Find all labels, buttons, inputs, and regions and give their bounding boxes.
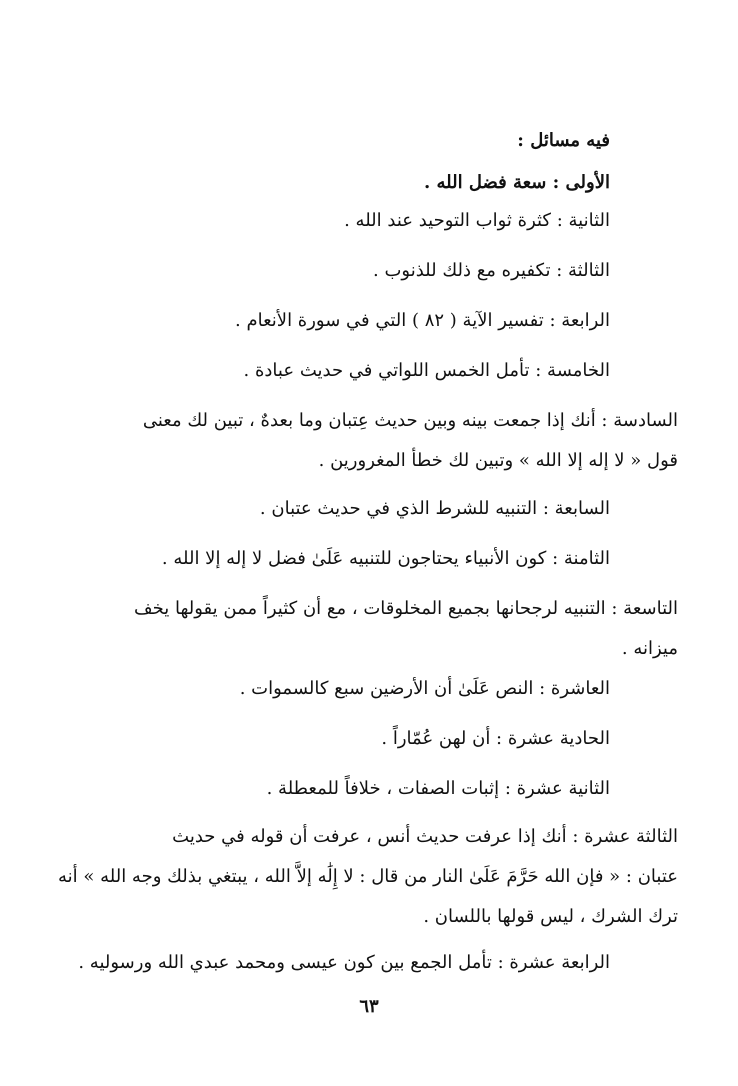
issue-9-line-1: التاسعة : التنبيه لرجحانها بجميع المخلوقات ، مع أن كثيراً ممن يقولها يخف: [134, 598, 678, 619]
issue-13-line-1: الثالثة عشرة : أنك إذا عرفت حديث أنس ، عرفت أن قوله في حديث: [172, 826, 678, 847]
issue-13-line-2: عتبان : « فإن الله حَرَّمَ عَلَىٰ النار من قال : لا إِلَٰه إلاَّ الله ، يبتغي بذلك وجه الله » أنه: [58, 866, 678, 887]
issue-3: الثالثة : تكفيره مع ذلك للذنوب .: [373, 260, 610, 281]
issue-4: الرابعة : تفسير الآية ( ٨٢ ) التي في سورة الأنعام .: [235, 310, 610, 331]
issue-2: الثانية : كثرة ثواب التوحيد عند الله .: [344, 210, 610, 231]
issue-1: الأولى : سعة فضل الله .: [423, 172, 610, 193]
issue-5: الخامسة : تأمل الخمس اللواتي في حديث عبادة .: [243, 360, 610, 381]
issue-10: العاشرة : النص عَلَىٰ أن الأرضين سبع كالسموات .: [239, 678, 610, 699]
issue-9-line-2: ميزانه .: [621, 638, 678, 659]
page-number: ٦٣: [359, 996, 379, 1017]
issue-6-line-2: قول « لا إله إلا الله » وتبين لك خطأ المغرورين .: [318, 450, 678, 471]
heading: فيه مسائل :: [517, 130, 610, 151]
issue-7: السابعة : التنبيه للشرط الذي في حديث عتبان .: [259, 498, 610, 519]
issue-13-line-3: ترك الشرك ، ليس قولها باللسان .: [423, 906, 678, 927]
issue-12: الثانية عشرة : إثبات الصفات ، خلافاً للمعطلة .: [266, 778, 610, 799]
issue-11: الحادية عشرة : أن لهن عُمّاراً .: [381, 728, 610, 749]
issue-8: الثامنة : كون الأنبياء يحتاجون للتنبيه عَلَىٰ فضل لا إله إلا الله .: [161, 548, 610, 569]
issue-6-line-1: السادسة : أنك إذا جمعت بينه وبين حديث عِتبان وما بعدهٌ ، تبين لك معنى: [142, 410, 678, 431]
issue-14: الرابعة عشرة : تأمل الجمع بين كون عيسى ومحمد عبدي الله ورسوليه .: [78, 952, 610, 973]
